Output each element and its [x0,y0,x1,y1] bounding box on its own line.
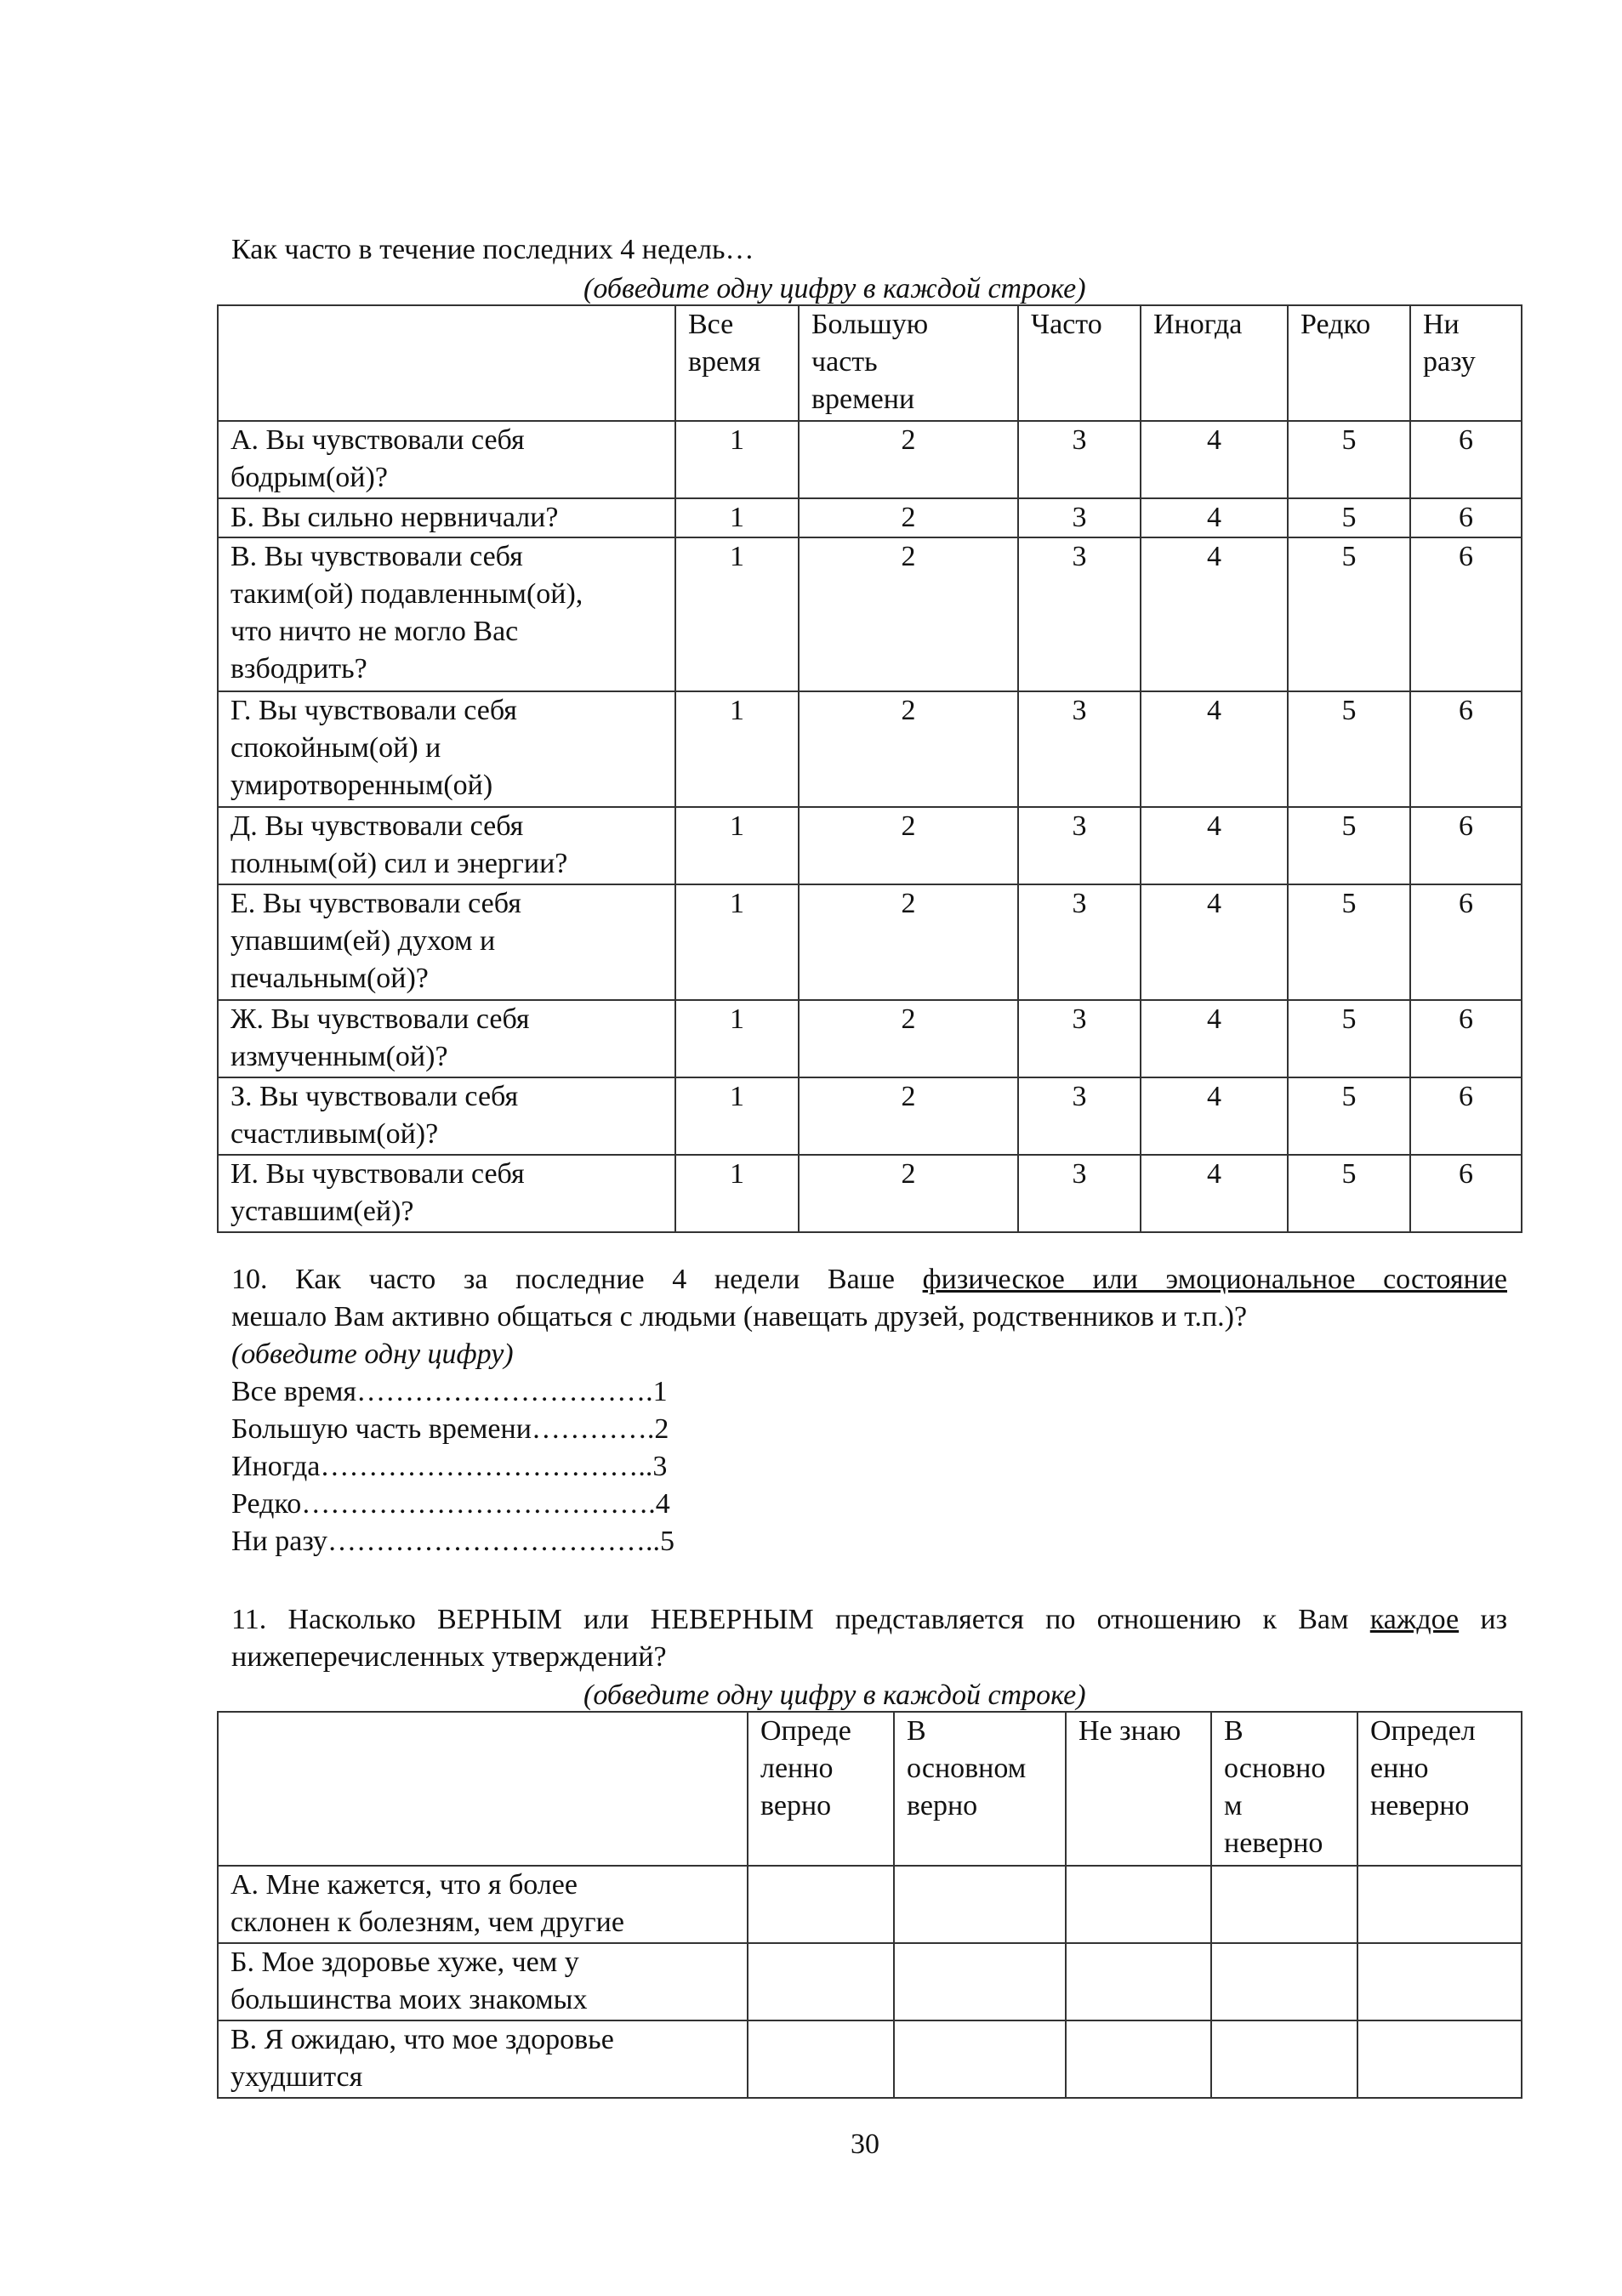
answer-option[interactable]: 3 [1018,884,1141,1000]
table2-row-label: А. Мне кажется, что я более склонен к болезням, чем другие [218,1866,748,1943]
answer-cell[interactable] [748,1943,894,2020]
answer-option[interactable]: 1 [675,884,799,1000]
table2-header-empty [218,1712,748,1866]
answer-option[interactable]: 4 [1141,691,1288,807]
answer-cell[interactable] [894,1943,1066,2020]
page-number: 30 [851,2128,879,2160]
answer-cell[interactable] [1357,1866,1522,1943]
table1-column-header: Часто [1018,305,1141,421]
question-10-option[interactable]: Иногда……………………………..3 [231,1451,668,1482]
answer-option[interactable]: 2 [799,691,1018,807]
table2-column-header: Определ енно неверно [1357,1712,1522,1866]
table1-column-header: Большую часть времени [799,305,1018,421]
answer-option[interactable]: 1 [675,421,799,498]
answer-option[interactable]: 5 [1288,537,1410,691]
table1-row [218,1000,1522,1077]
answer-option[interactable]: 1 [675,691,799,807]
answer-cell[interactable] [1066,1866,1211,1943]
answer-cell[interactable] [1211,1866,1357,1943]
answer-option[interactable]: 4 [1141,537,1288,691]
table2-column-header: Не знаю [1066,1712,1211,1866]
table2-row [218,1943,1522,2020]
question-10-text: 10. Как часто за последние 4 недели Ваше [231,1264,895,1295]
table2-column-header: В основно м неверно [1211,1712,1357,1866]
answer-option[interactable]: 6 [1410,537,1522,691]
answer-option[interactable]: 3 [1018,498,1141,537]
question-10-instruction: (обведите одну цифру) [231,1338,514,1370]
answer-option[interactable]: 2 [799,537,1018,691]
answer-cell[interactable] [1357,1943,1522,2020]
answer-option[interactable]: 1 [675,1155,799,1232]
answer-option[interactable]: 5 [1288,498,1410,537]
question-11-underlined: каждое [1369,1604,1460,1635]
answer-option[interactable]: 2 [799,807,1018,884]
table1-row-label: В. Вы чувствовали себя таким(ой) подавленным(ой), что ничто не могло Вас взбодрить? [218,537,675,691]
answer-cell[interactable] [1211,2020,1357,2098]
question-10-line1 [231,1261,1507,1299]
answer-option[interactable]: 5 [1288,691,1410,807]
table2-row-label: Б. Мое здоровье хуже, чем у большинства моих знакомых [218,1943,748,2020]
answer-option[interactable]: 6 [1410,1000,1522,1077]
table2-column-header: Опреде ленно верно [748,1712,894,1866]
table2-column-header: В основном верно [894,1712,1066,1866]
table1-row [218,884,1522,1000]
table1-row-label: Г. Вы чувствовали себя спокойным(ой) и умиротворенным(ой) [218,691,675,807]
question-10-option[interactable]: Большую часть времени………….2 [231,1413,669,1445]
answer-option[interactable]: 1 [675,1000,799,1077]
table2-row [218,1866,1522,1943]
answer-option[interactable]: 5 [1288,1000,1410,1077]
table1-column-header: Иногда [1141,305,1288,421]
question-11-line2: нижеперечисленных утверждений? [231,1641,667,1673]
table1-row-label: Д. Вы чувствовали себя полным(ой) сил и энергии? [218,807,675,884]
table1-column-header: Все время [675,305,799,421]
answer-option[interactable]: 3 [1018,807,1141,884]
answer-option[interactable]: 4 [1141,884,1288,1000]
section9-intro: Как часто в течение последних 4 недель… [231,234,754,265]
answer-option[interactable]: 2 [799,1000,1018,1077]
table1-row-label: Ж. Вы чувствовали себя измученным(ой)? [218,1000,675,1077]
table1-row [218,537,1522,691]
table1-row [218,1077,1522,1155]
answer-option[interactable]: 6 [1410,884,1522,1000]
answer-cell[interactable] [1211,1943,1357,2020]
table1-row [218,1155,1522,1232]
answer-option[interactable]: 3 [1018,691,1141,807]
answer-option[interactable]: 2 [799,498,1018,537]
section9-instruction: (обведите одну цифру в каждой строке) [583,273,1086,304]
answer-option[interactable]: 4 [1141,498,1288,537]
answer-option[interactable]: 1 [675,807,799,884]
answer-option[interactable]: 6 [1410,691,1522,807]
table1-row [218,807,1522,884]
table1-row-label: А. Вы чувствовали себя бодрым(ой)? [218,421,675,498]
table1-column-header: Редко [1288,305,1410,421]
answer-cell[interactable] [1357,2020,1522,2098]
answer-cell[interactable] [1066,1943,1211,2020]
question-11-text: 11. Насколько ВЕРНЫМ или НЕВЕРНЫМ представляется по отношению к Вам [231,1604,1349,1635]
answer-option[interactable]: 3 [1018,421,1141,498]
answer-option[interactable]: 6 [1410,1155,1522,1232]
answer-option[interactable]: 1 [675,537,799,691]
answer-option[interactable]: 2 [799,1077,1018,1155]
table1-header-empty [218,305,675,421]
question-10-option[interactable]: Редко……………………………….4 [231,1488,670,1520]
answer-option[interactable]: 6 [1410,498,1522,537]
answer-option[interactable]: 1 [675,1077,799,1155]
question-10-underlined: физическое или эмоциональное состояние [922,1264,1507,1295]
answer-option[interactable]: 2 [799,421,1018,498]
answer-option[interactable]: 6 [1410,1077,1522,1155]
question-11-text-end: из [1480,1604,1508,1635]
table1-row [218,691,1522,807]
answer-cell[interactable] [894,1866,1066,1943]
answer-cell[interactable] [1066,2020,1211,2098]
answer-option[interactable]: 6 [1410,421,1522,498]
table1-row [218,498,1522,537]
section11-instruction: (обведите одну цифру в каждой строке) [583,1679,1086,1711]
answer-option[interactable]: 2 [799,1155,1018,1232]
answer-option[interactable]: 2 [799,884,1018,1000]
answer-option[interactable]: 4 [1141,807,1288,884]
answer-option[interactable]: 5 [1288,1077,1410,1155]
answer-option[interactable]: 4 [1141,1077,1288,1155]
table1-row-label: Е. Вы чувствовали себя упавшим(ей) духом и печальным(ой)? [218,884,675,1000]
table1-header-row [218,305,1522,421]
answer-option[interactable]: 5 [1288,421,1410,498]
answer-cell[interactable] [748,2020,894,2098]
table2-header-row [218,1712,1522,1866]
answer-option[interactable]: 5 [1288,807,1410,884]
frequency-table [217,304,1522,1233]
answer-option[interactable]: 5 [1288,1155,1410,1232]
table1-row [218,421,1522,498]
answer-option[interactable]: 4 [1141,1155,1288,1232]
answer-option[interactable]: 4 [1141,1000,1288,1077]
question-10-option[interactable]: Все время………………………….1 [231,1376,668,1407]
answer-cell[interactable] [894,2020,1066,2098]
answer-option[interactable]: 1 [675,498,799,537]
answer-option[interactable]: 3 [1018,1077,1141,1155]
answer-option[interactable]: 3 [1018,1000,1141,1077]
table1-row-label: Б. Вы сильно нервничали? [218,498,675,537]
table1-column-header: Ни разу [1410,305,1522,421]
table1-row-label: З. Вы чувствовали себя счастливым(ой)? [218,1077,675,1155]
table1-row-label: И. Вы чувствовали себя уставшим(ей)? [218,1155,675,1232]
answer-option[interactable]: 5 [1288,884,1410,1000]
question-10-option[interactable]: Ни разу……………………………..5 [231,1526,675,1557]
table2-row [218,2020,1522,2098]
answer-cell[interactable] [748,1866,894,1943]
answer-option[interactable]: 6 [1410,807,1522,884]
question-10-line2: мешало Вам активно общаться с людьми (навещать друзей, родственников и т.п.)? [231,1301,1248,1333]
table2-row-label: В. Я ожидаю, что мое здоровье ухудшится [218,2020,748,2098]
truth-table [217,1711,1522,2099]
answer-option[interactable]: 3 [1018,1155,1141,1232]
question-11-line1 [231,1601,1507,1639]
answer-option[interactable]: 3 [1018,537,1141,691]
answer-option[interactable]: 4 [1141,421,1288,498]
